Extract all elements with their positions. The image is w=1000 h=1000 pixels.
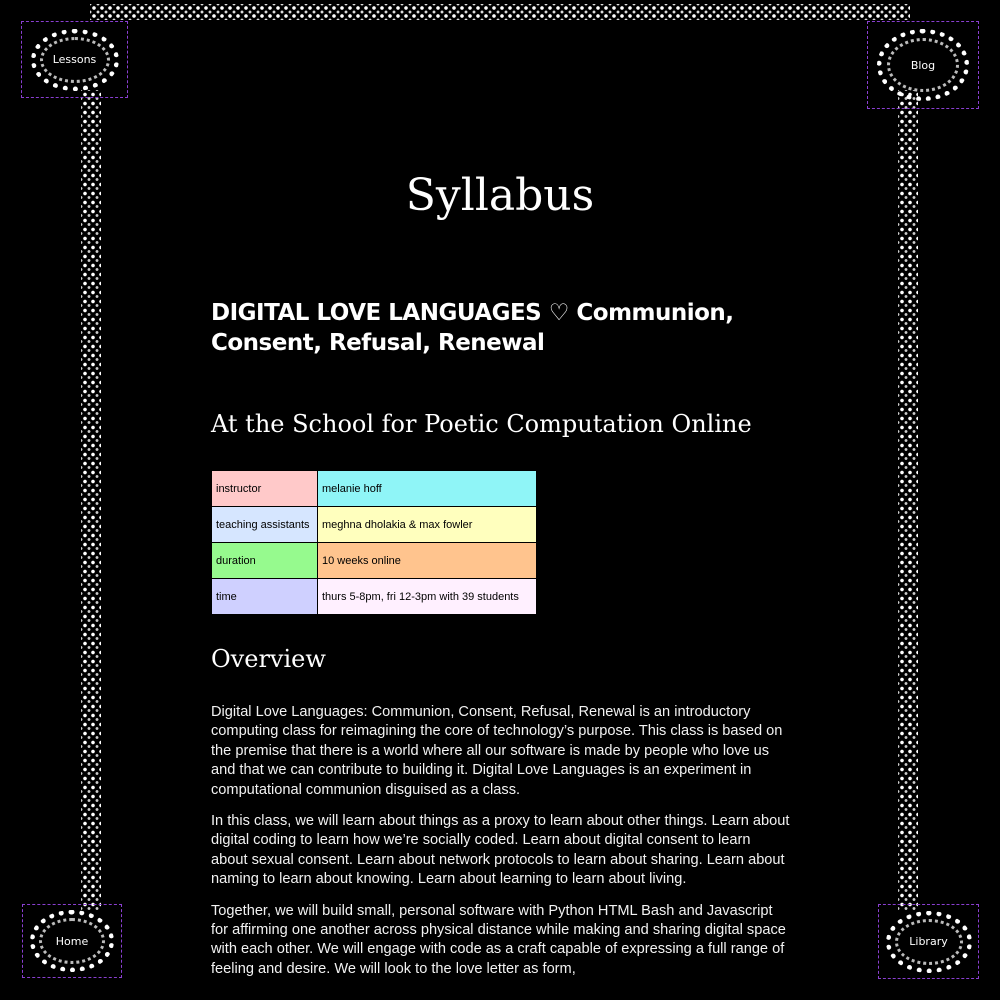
table-value-cell: thurs 5-8pm, fri 12-3pm with 39 students: [318, 579, 537, 615]
overview-paragraph: Together, we will build small, personal software with Python HTML Bash and Javascript for affirming one another across physical distance while making and sharing digital space with each other. We will engage with code as a craft capable of expressing a full range of feeling and desire. We will look to the love letter as form,: [211, 902, 786, 977]
table-key-cell: duration: [212, 543, 318, 579]
nav-home-label: Home: [55, 934, 89, 948]
table-key-cell: teaching assistants: [212, 507, 318, 543]
page-title: Syllabus: [405, 170, 595, 221]
nav-lessons-label: Lessons: [52, 53, 97, 66]
table-row: [212, 471, 537, 507]
table-key-cell: instructor: [212, 471, 318, 507]
table-value-cell: melanie hoff: [318, 471, 537, 507]
table-row: [212, 507, 537, 543]
nav-library-label: Library: [909, 935, 948, 948]
table-value-cell: meghna dholakia & max fowler: [318, 507, 537, 543]
table-value-cell: 10 weeks online: [318, 543, 537, 579]
main-content: [211, 298, 791, 979]
nav-blog-link[interactable]: [867, 21, 979, 109]
table-key-cell: time: [212, 579, 318, 615]
nav-library-link[interactable]: [878, 904, 979, 979]
course-title: DIGITAL LOVE LANGUAGES ♡ Communion, Consent, Refusal, Renewal: [211, 300, 734, 356]
info-table: [211, 470, 537, 615]
school-heading: At the School for Poetic Computation Online: [211, 410, 752, 438]
nav-lessons-link[interactable]: [21, 21, 128, 98]
overview-paragraph: In this class, we will learn about things as a proxy to learn about other things. Learn about digital coding to learn how we’re socially coded. Learn about digital consent to learn about sexual consent. Learn about network protocols to learn about sharing. Learn about naming to learn about knowing. Learn about learning to learn about living.: [211, 813, 790, 888]
table-row: [212, 543, 537, 579]
overview-heading: Overview: [211, 645, 326, 673]
dotted-border-top: [90, 4, 910, 20]
overview-paragraph: Digital Love Languages: Communion, Consent, Refusal, Renewal is an introductory computing class for reimagining the core of technology’s purpose. This class is based on the premise that there is a world where all our software is made by people who love us and that we can contribute to building it. Digital Love Languages is an experiment in computational communion disguised as a class.: [211, 704, 783, 798]
nav-blog-label: Blog: [910, 58, 936, 72]
table-row: [212, 579, 537, 615]
nav-home-link[interactable]: [22, 904, 122, 978]
